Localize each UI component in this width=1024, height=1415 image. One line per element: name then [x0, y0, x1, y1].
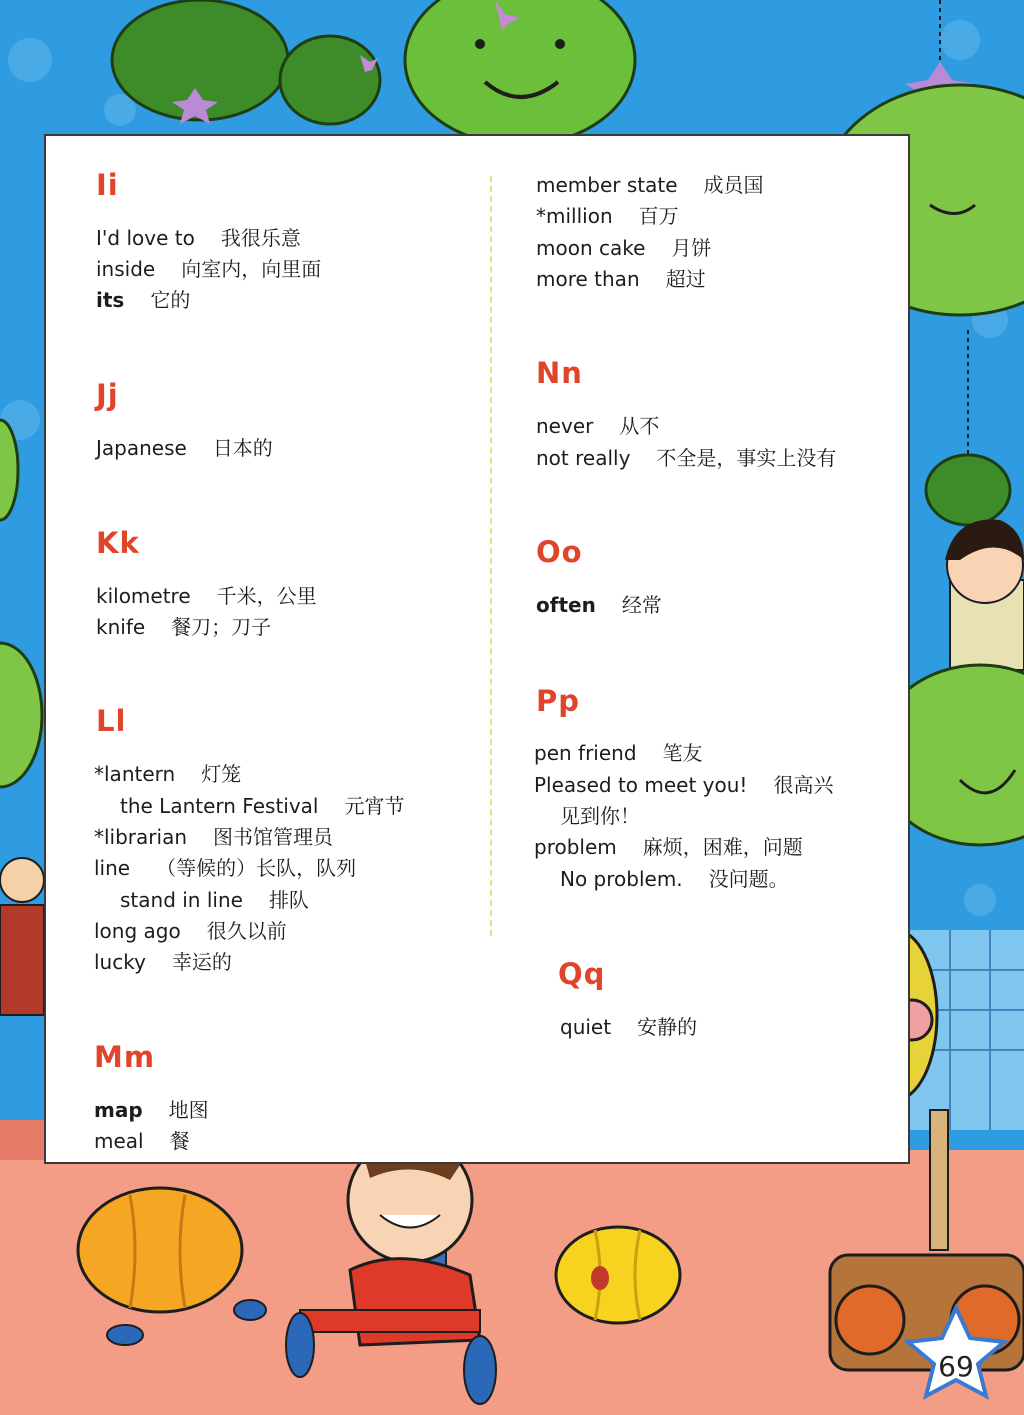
- glossary-entry: [536, 410, 659, 439]
- entry-meaning: 没问题。: [708, 867, 789, 891]
- entry-word: I'd love to: [96, 226, 195, 250]
- entry-meaning: 地图: [168, 1098, 209, 1122]
- entry-word: *librarian: [94, 825, 187, 849]
- scarecrow-icon: [0, 858, 44, 1015]
- entry-meaning: 餐: [169, 1129, 190, 1153]
- section-heading-j: Jj: [96, 378, 119, 412]
- glossary-entry: [534, 737, 703, 766]
- entry-word: Japanese: [96, 436, 187, 460]
- entry-meaning: （等候的）长队，队列: [156, 856, 357, 880]
- section-heading-k: Kk: [96, 526, 140, 560]
- glossary-entry: [534, 831, 803, 860]
- green-lantern-icon: [280, 36, 380, 124]
- glossary-entry: [96, 611, 271, 640]
- entry-meaning: 经常: [621, 593, 662, 617]
- pumpkin-character-icon: [556, 1227, 680, 1323]
- glossary-entry: [94, 946, 232, 975]
- glossary-entry: [96, 253, 321, 282]
- entry-meaning: 灯笼: [201, 762, 242, 786]
- entry-word: its: [96, 288, 125, 312]
- entry-meaning: 日本的: [212, 436, 273, 460]
- entry-word: the Lantern Festival: [120, 794, 319, 818]
- entry-word: Pleased to meet you!: [534, 773, 748, 797]
- entry-meaning: 元宵节: [344, 794, 405, 818]
- entry-meaning: 成员国: [703, 173, 764, 197]
- entry-meaning: 向室内，向里面: [181, 257, 322, 281]
- entry-meaning: 超过: [665, 267, 706, 291]
- glossary-entry: [96, 580, 317, 609]
- entry-word: problem: [534, 835, 617, 859]
- glossary-entry: [94, 884, 309, 913]
- entry-word: more than: [536, 267, 640, 291]
- entry-word: meal: [94, 1129, 144, 1153]
- entry-meaning: 千米，公里: [216, 584, 317, 608]
- section-heading-m: Mm: [94, 1040, 156, 1074]
- entry-meaning: 我很乐意: [220, 226, 301, 250]
- glossary-entry: [534, 863, 789, 892]
- entry-word: *million: [536, 204, 613, 228]
- small-lantern-icon: [926, 455, 1010, 525]
- glossary-entry: [536, 232, 711, 261]
- section-heading-p: Pp: [536, 684, 581, 718]
- glossary-entry: [96, 222, 301, 251]
- entry-meaning: 排队: [268, 888, 309, 912]
- entry-meaning: 不全是，事实上没有: [656, 446, 837, 470]
- entry-word: not really: [536, 446, 631, 470]
- entry-meaning: 很久以前: [206, 919, 287, 943]
- glossary-entry: [536, 263, 706, 292]
- entry-word: map: [94, 1098, 143, 1122]
- glossary-entry: [94, 852, 356, 881]
- glossary-entry: [94, 758, 241, 787]
- entry-meaning: 见到你！: [560, 804, 640, 828]
- girl-character-icon: [945, 520, 1024, 671]
- glossary-entry: [536, 442, 836, 471]
- glossary-entry: [94, 790, 405, 819]
- entry-word: often: [536, 593, 596, 617]
- glossary-entry: [94, 915, 287, 944]
- entry-word: pen friend: [534, 741, 637, 765]
- glossary-entry: [536, 200, 679, 229]
- section-heading-l: Ll: [96, 704, 127, 738]
- entry-meaning: 笔友: [662, 741, 703, 765]
- glossary-entry: [560, 1011, 697, 1040]
- section-heading-n: Nn: [536, 356, 583, 390]
- entry-word: stand in line: [120, 888, 243, 912]
- entry-word: member state: [536, 173, 678, 197]
- entry-meaning: 从不: [619, 414, 660, 438]
- page-number: 69: [938, 1350, 974, 1383]
- entry-meaning: 月饼: [671, 236, 712, 260]
- glossary-entry: [96, 284, 190, 313]
- entry-word: moon cake: [536, 236, 646, 260]
- section-heading-q: Qq: [558, 957, 606, 991]
- entry-word: No problem.: [560, 867, 683, 891]
- section-heading-o: Oo: [536, 535, 583, 569]
- entry-word: inside: [96, 257, 156, 281]
- column-divider: [490, 176, 492, 936]
- glossary-entry: [536, 589, 662, 618]
- glossary-entry: [94, 1125, 190, 1154]
- entry-word: lucky: [94, 950, 146, 974]
- section-heading-i: Ii: [96, 168, 119, 202]
- entry-meaning: 它的: [150, 288, 191, 312]
- entry-meaning: 图书馆管理员: [213, 825, 333, 849]
- entry-meaning: 幸运的: [171, 950, 232, 974]
- glossary-entry: [536, 169, 764, 198]
- entry-word: kilometre: [96, 584, 191, 608]
- glossary-entry: [96, 432, 273, 461]
- entry-meaning: 餐刀；刀子: [171, 615, 272, 639]
- entry-meaning: 百万: [638, 204, 679, 228]
- entry-word: never: [536, 414, 594, 438]
- floor-edge: [0, 1120, 44, 1160]
- entry-meaning: 很高兴: [773, 773, 834, 797]
- entry-meaning: 安静的: [637, 1015, 698, 1039]
- entry-word: quiet: [560, 1015, 612, 1039]
- entry-meaning: 麻烦，困难，问题: [642, 835, 803, 859]
- glossary-entry: [534, 769, 833, 798]
- glossary-entry: [94, 821, 333, 850]
- entry-word: long ago: [94, 919, 181, 943]
- glossary-entry: [94, 1094, 209, 1123]
- entry-word: *lantern: [94, 762, 176, 786]
- entry-word: knife: [96, 615, 146, 639]
- glossary-entry-continuation: [534, 800, 640, 829]
- entry-word: line: [94, 856, 131, 880]
